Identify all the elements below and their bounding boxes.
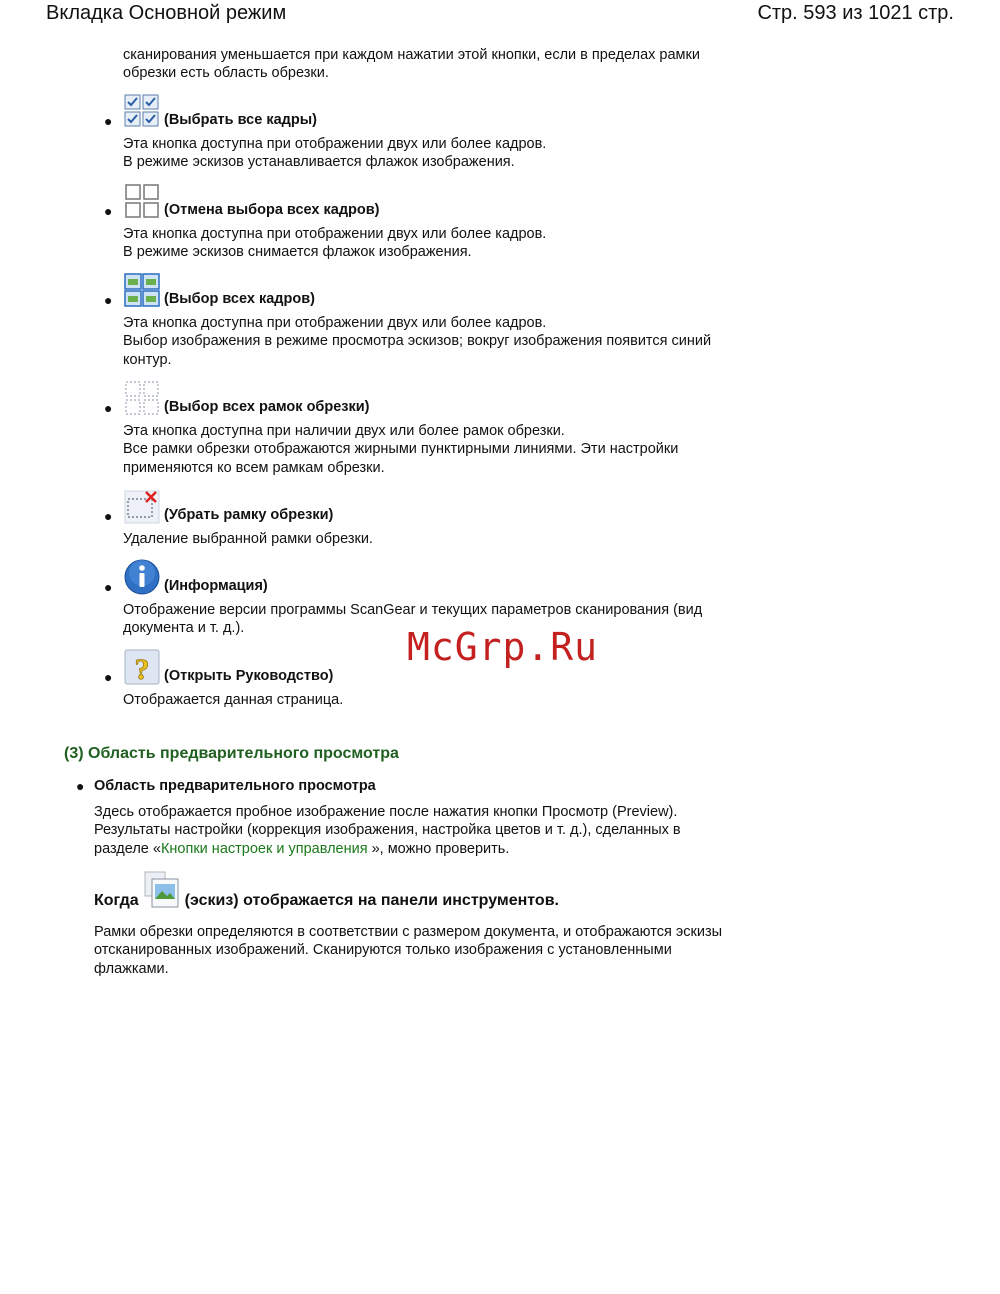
bullet: ● <box>104 400 113 416</box>
bullet: ● <box>104 579 113 595</box>
description-line: документа и т. д.). <box>123 620 245 637</box>
settings-buttons-link[interactable]: Кнопки настроек и управления <box>160 840 368 857</box>
thumbnail-heading <box>94 870 559 910</box>
list-item-select-all-images <box>104 265 315 309</box>
item-label: (Открыть Руководство) <box>164 668 334 684</box>
select-all-frames-icon[interactable] <box>124 92 160 130</box>
list-item-info <box>104 552 268 596</box>
bullet: ● <box>104 669 113 685</box>
bullet: ● <box>104 113 113 129</box>
select-all-images-icon[interactable] <box>124 271 160 309</box>
list-item-remove-crop-frame <box>104 481 333 525</box>
item-description <box>123 314 763 369</box>
list-item-preview-area <box>76 777 376 796</box>
item-description <box>123 691 763 709</box>
help-guide-icon[interactable] <box>124 648 160 686</box>
bullet: ● <box>104 508 113 524</box>
remove-crop-frame-icon[interactable] <box>124 487 160 525</box>
thumbnail-icon[interactable] <box>143 870 181 910</box>
list-item-select-all-crop-frames <box>104 373 370 417</box>
item-label: (Убрать рамку обрезки) <box>164 507 334 523</box>
description-line-text: разделе « <box>94 840 161 857</box>
description-line: контур. <box>123 351 172 368</box>
description-line-text: », можно проверить. <box>367 840 510 857</box>
bullet: ● <box>104 292 113 308</box>
description-line: В режиме эскизов устанавливается флажок изображения. <box>123 154 515 171</box>
bullet: ● <box>104 203 113 219</box>
item-description <box>123 135 763 172</box>
description-line: Все рамки обрезки отображаются жирными пунктирными линиями. Эти настройки <box>123 441 679 458</box>
heading-text: (эскиз) отображается на панели инструментов. <box>184 892 559 909</box>
description-line: Эта кнопка доступна при отображении двух или более кадров. <box>123 226 547 242</box>
intro-line: обрезки есть область обрезки. <box>123 65 329 82</box>
description-line: Выбор изображения в режиме просмотра эскизов; вокруг изображения появится синий <box>123 333 712 350</box>
item-label: (Выбрать все кадры) <box>164 112 317 128</box>
select-all-crop-frames-icon[interactable] <box>124 379 160 417</box>
description-line: Удаление выбранной рамки обрезки. <box>123 531 373 547</box>
description-line: Результаты настройки (коррекция изображения, настройка цветов и т. д.), сделанных в <box>94 822 681 839</box>
intro-paragraph <box>123 46 763 83</box>
section-description <box>94 803 774 858</box>
list-item-clear-all-frames <box>104 176 379 220</box>
list-item-open-guide <box>104 642 333 686</box>
item-description <box>123 530 763 548</box>
item-label: (Выбор всех кадров) <box>164 291 315 307</box>
description-line: Отображается данная страница. <box>123 692 344 708</box>
item-label: (Отмена выбора всех кадров) <box>164 202 380 218</box>
description-line: Эта кнопка доступна при отображении двух или более кадров. <box>123 136 547 152</box>
description-line: Эта кнопка доступна при отображении двух или более кадров. <box>123 315 547 331</box>
bullet: ● <box>76 778 85 794</box>
description-line: отсканированных изображений. Сканируются только изображения с установленными <box>94 942 672 959</box>
description-line: Здесь отображается пробное изображение после нажатия кнопки Просмотр (Preview). <box>94 804 678 820</box>
info-icon[interactable] <box>124 558 160 596</box>
page-number: Стр. 593 из 1021 стр. <box>757 2 954 24</box>
heading-text: Когда <box>94 892 139 909</box>
list-item-select-all-frames <box>104 86 317 130</box>
item-label: (Информация) <box>164 578 268 594</box>
item-description <box>123 225 763 262</box>
svg-text:?: ? <box>134 653 150 686</box>
item-label: Область предварительного просмотра <box>94 778 376 794</box>
description-line: флажками. <box>94 960 169 977</box>
description-line: Эта кнопка доступна при наличии двух или более рамок обрезки. <box>123 423 565 439</box>
section-title: (3) Область предварительного просмотра <box>64 745 399 762</box>
item-label: (Выбор всех рамок обрезки) <box>164 399 370 415</box>
item-description <box>123 422 763 477</box>
description-line: Отображение версии программы ScanGear и текущих параметров сканирования (вид <box>123 602 703 618</box>
page-header-title: Вкладка Основной режим <box>46 2 287 24</box>
description-line: применяются ко всем рамкам обрезки. <box>123 459 385 476</box>
clear-all-frames-icon[interactable] <box>124 182 160 220</box>
description-line: В режиме эскизов снимается флажок изображения. <box>123 244 472 261</box>
intro-line: сканирования уменьшается при каждом нажатии этой кнопки, если в пределах рамки <box>123 47 700 63</box>
watermark: McGrp.Ru <box>407 625 599 669</box>
description-line: Рамки обрезки определяются в соответствии с размером документа, и отображаются эскизы <box>94 924 723 940</box>
thumbnail-description <box>94 923 774 978</box>
